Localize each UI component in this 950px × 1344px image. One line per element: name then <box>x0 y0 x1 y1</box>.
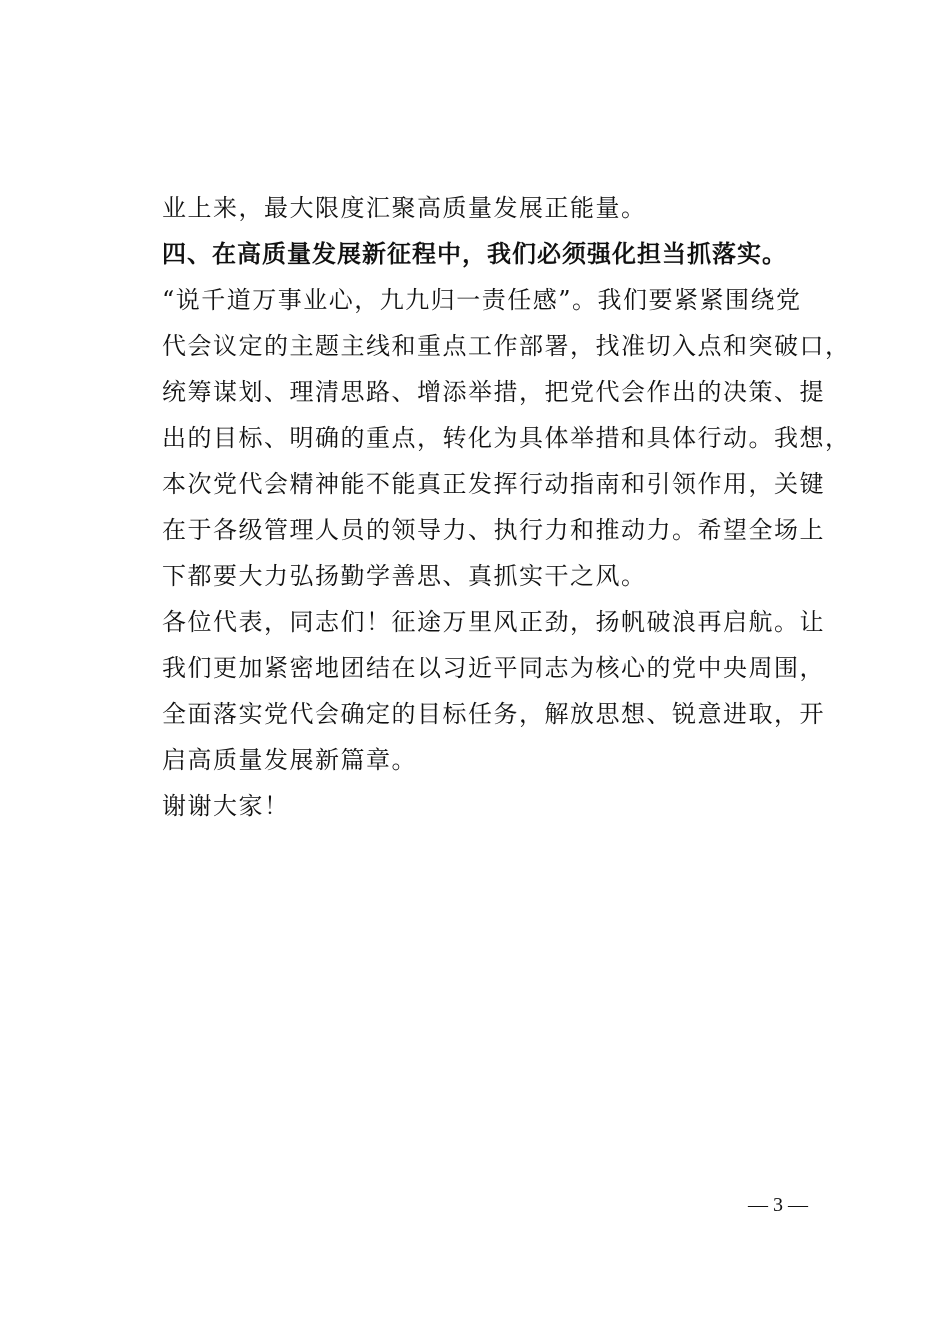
paragraph-line: 下都要大力弘扬勤学善思、真抓实干之风。 <box>162 562 647 590</box>
paragraph-line: “说千道万事业心，九九归一责任感”。我们要紧紧围绕党 <box>162 286 802 314</box>
paragraph-line: 在于各级管理人员的领导力、执行力和推动力。希望全场上 <box>162 516 825 544</box>
paragraph-line: 启高质量发展新篇章。 <box>162 746 417 774</box>
paragraph-line: 各位代表，同志们！征途万里风正劲，扬帆破浪再启航。让 <box>162 608 825 636</box>
paragraph-line: 出的目标、明确的重点，转化为具体举措和具体行动。我想， <box>162 424 851 452</box>
paragraph-line: 统筹谋划、理清思路、增添举措，把党代会作出的决策、提 <box>162 378 825 406</box>
paragraph-line: 全面落实党代会确定的目标任务，解放思想、锐意进取，开 <box>162 700 825 728</box>
closing-line: 谢谢大家！ <box>162 792 290 820</box>
section-heading: 四、在高质量发展新征程中，我们必须强化担当抓落实。 <box>162 240 787 268</box>
paragraph-line: 本次党代会精神能不能真正发挥行动指南和引领作用，关键 <box>162 470 825 498</box>
body-text <box>162 185 851 829</box>
paragraph-line: 我们更加紧密地团结在以习近平同志为核心的党中央周围， <box>162 654 825 682</box>
page-number: — 3 — <box>748 1194 808 1216</box>
paragraph-line: 代会议定的主题主线和重点工作部署，找准切入点和突破口， <box>162 332 851 360</box>
paragraph-line: 业上来，最大限度汇聚高质量发展正能量。 <box>162 194 647 222</box>
